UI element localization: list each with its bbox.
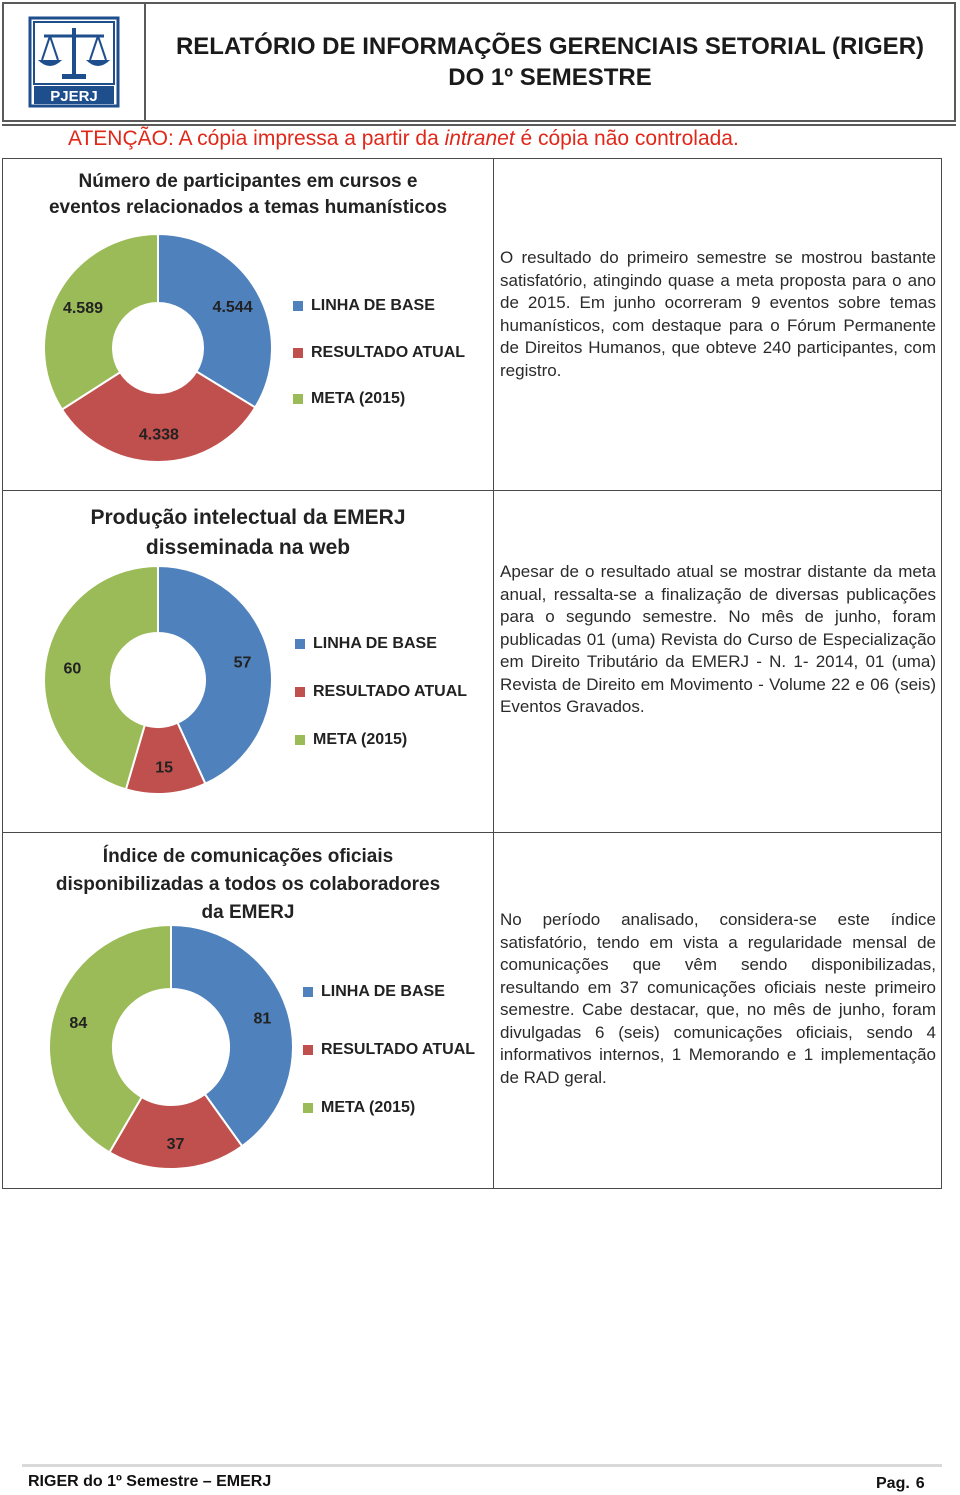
chart-cell-communications (3, 833, 493, 1189)
report-title (146, 4, 954, 120)
analysis-text-1: O resultado do primeiro semestre se mostrou bastante satisfatório, atingindo quase a meta proposta para o ano de 2015. Em junho ocorreram 9 eventos sobre temas humanísticos, com destaque para o Fórum Permanente de Direitos Humanos, que obteve 240 participantes, com registro. (500, 248, 936, 380)
slice-baseline (158, 234, 272, 407)
page-number: Pag. 6 (876, 1475, 925, 1492)
chart-cell-participants (3, 159, 493, 490)
donut-chart-communications (3, 833, 493, 1189)
warning-prefix: ATENÇÃO: A cópia impressa a partir da (68, 127, 445, 150)
legend-item-goal: META (2015) (295, 731, 407, 749)
legend-item-baseline: LINHA DE BASE (303, 983, 445, 1001)
pjerj-logo (4, 4, 146, 120)
slice-goal (44, 234, 158, 409)
legend-item-goal: META (2015) (303, 1099, 415, 1117)
report-title-line2: DO 1º SEMESTRE (448, 64, 652, 91)
legend-item-baseline: LINHA DE BASE (295, 635, 437, 653)
legend-item-current: RESULTADO ATUAL (293, 344, 465, 362)
data-label: 81 (253, 1010, 272, 1028)
header-divider (2, 124, 956, 126)
svg-text:PJERJ: PJERJ (50, 88, 98, 105)
analysis-text-3: No período analisado, considera-se este índice satisfatório, tendo em vista a regularidade mensal de comunicações que vêm sendo disponibilizadas, resultando em 37 comunicações oficiais neste primeiro semestre. Cabe destacar, que, no mês de junho, foram divulgadas 6 (seis) comunicações oficiais, sendo 4 informativos internos, 1 Memorando e 1 implementação de RAD geral. (500, 910, 936, 1087)
footer-report-name: RIGER do 1º Semestre – EMERJ (28, 1473, 272, 1490)
data-label: 4.589 (62, 299, 104, 317)
donut-chart-production (3, 491, 493, 833)
copy-warning (68, 127, 739, 151)
indicator-row-2 (3, 490, 941, 833)
chart-cell-production (3, 491, 493, 833)
chart-title-1: Número de participantes em cursos e eventos relacionados a temas humanísticos (48, 171, 448, 218)
report-title-line1: RELATÓRIO DE INFORMAÇÕES GERENCIAIS SETORIAL (RIGER) (175, 33, 925, 60)
legend-item-baseline: LINHA DE BASE (293, 297, 435, 315)
data-label: 84 (69, 1014, 88, 1032)
data-label: 60 (63, 660, 82, 678)
data-label: 57 (233, 654, 252, 672)
legend-item-current: RESULTADO ATUAL (295, 683, 467, 701)
data-label: 15 (155, 759, 174, 777)
data-label: 37 (166, 1135, 185, 1153)
warning-italic: intranet (444, 127, 515, 150)
analysis-text-2: Apesar de o resultado atual se mostrar distante da meta anual, ressalta-se a finalização de diversas publicações para o segundo semestre. No mês de junho, foram publicadas 01 (uma) Revista do Curso de Especialização em Direito Tributário da EMERJ - N. 1- 2014, 01 (uma) Revista de Direito em Movimento - Volume 22 e 06 (seis) Eventos Gravados. (500, 562, 936, 716)
chart-title-2: Produção intelectual da EMERJ disseminada na web (90, 506, 406, 559)
indicator-table (2, 158, 942, 1189)
indicator-row-3 (3, 832, 941, 1189)
chart-title-3: Índice de comunicações oficiais disponibilizadas a todos os colaboradores da EMERJ (55, 846, 441, 923)
header (2, 2, 956, 122)
indicator-row-1 (3, 159, 941, 490)
legend-item-current: RESULTADO ATUAL (303, 1041, 475, 1059)
data-label: 4.544 (212, 299, 253, 317)
warning-suffix: é cópia não controlada. (514, 127, 739, 150)
legend-item-goal: META (2015) (293, 390, 405, 408)
donut-chart-participants (3, 159, 493, 490)
footer-divider (22, 1464, 942, 1467)
scales-of-justice-icon (24, 12, 124, 112)
data-label: 4.338 (138, 426, 179, 444)
